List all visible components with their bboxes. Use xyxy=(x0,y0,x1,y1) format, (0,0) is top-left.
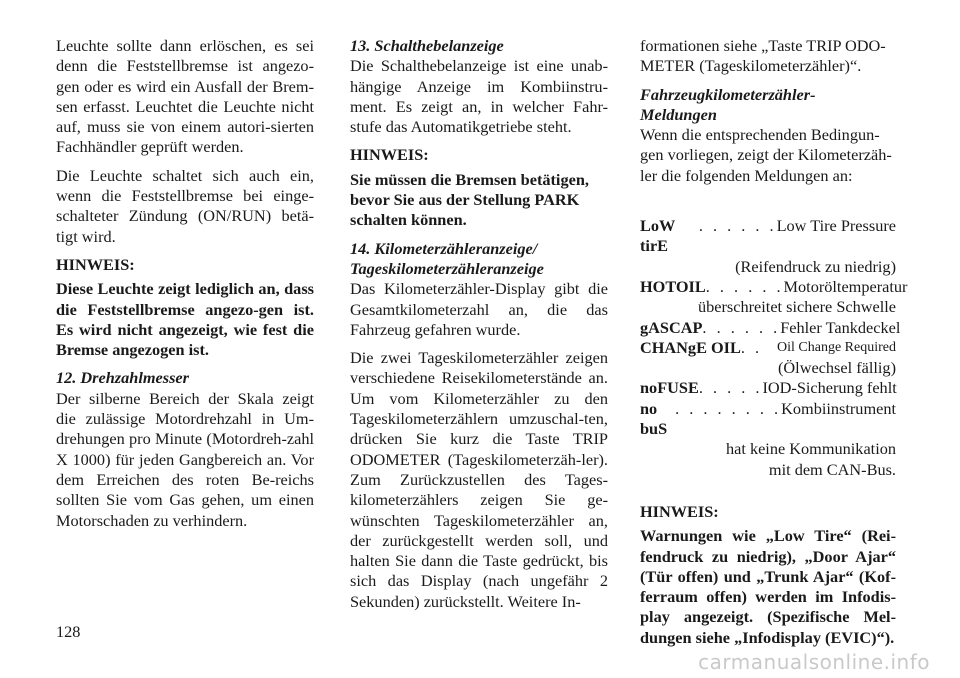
message-dots: . . xyxy=(740,337,763,357)
message-item xyxy=(640,378,896,398)
message-description-continued: hat keine Kommunikation xyxy=(725,439,896,459)
message-code: CHANgE OIL xyxy=(640,337,741,357)
message-item xyxy=(640,399,896,480)
watermark: carmanualsonline.info xyxy=(698,650,930,674)
message-item xyxy=(640,216,896,277)
trip-odometer-paragraph: Die zwei Tageskilometerzähler zeigen verschiedene Reisekilometerstände an. Um vom Kilometerzähler zu den Tageskilometerzählern umzuschal-ten, drücken Sie kurz die Taste TRIP ODOMETER (Tageskilometerzäh-ler). Zum Zurückzustellen des Tages-kilometerzählers zeigen Sie ge-wünschten Tageskilometerzähler an, der zurückgestellt werden soll, und halten Sie dann die Taste gedrückt, bis sich das Display (nach ungefähr 2 Sekunden) zurückstellt. Weitere In- xyxy=(350,348,608,611)
message-dots: . . . . . . xyxy=(705,276,784,296)
section-heading-gear-indicator: 13. Schalthebelanzeige xyxy=(350,36,504,55)
brake-light-paragraph: Leuchte sollte dann erlöschen, es sei denn die Feststellbremse ist angezo-gen oder es wird ein Ausfall der Brem-sen erfasst. Leuchtet die Leuchte nicht auf, muss sie von einem autori-sierten Fachhändler geprüft werden. xyxy=(56,36,314,157)
message-description: Low Tire Pressure xyxy=(776,216,896,236)
tachometer-paragraph: Der silberne Bereich der Skala zeigt die zulässige Motordrehzahl in Um-drehungen pro Minute (Motordreh-zahl X 1000) für jeden Gangbereich an. Vor dem Erreichen des roten Be-reichs sollten Sie vom Gas gehen, um einen Motorschaden zu verhindern. xyxy=(56,388,314,530)
continued-paragraph: formationen siehe „Taste TRIP ODO-METER (Tageskilometerzähler)“. xyxy=(640,36,886,76)
note-text: Warnungen wie „Low Tire“ (Rei-fendruck zu niedrig), „Door Ajar“ (Tür offen) und „Trunk Ajar“ (Kof-ferraum offen) werden im Infodis-play angezeigt. (Spezifische Mel-dungen siehe „Infodisplay (EVIC)“). xyxy=(640,526,896,647)
right-column xyxy=(640,36,908,656)
message-item xyxy=(640,338,896,379)
message-code: noFUSE xyxy=(640,378,699,398)
message-item xyxy=(640,276,908,318)
message-code: no buS xyxy=(640,398,668,439)
message-description: Motoröltemperatur xyxy=(783,276,908,296)
note-text: Diese Leuchte zeigt lediglich an, dass die Feststellbremse angezo-gen ist. Es wird nicht angezeigt, wie fest die Bremse angezogen ist. xyxy=(56,279,314,360)
messages-intro-paragraph: Wenn die entsprechenden Bedingun-gen vorliegen, zeigt der Kilometerzäh-ler die folgenden Meldungen an: xyxy=(640,125,892,185)
middle-column xyxy=(350,36,608,620)
section-heading-odometer-line1: 14. Kilometerzähleranzeige/ xyxy=(350,238,538,258)
message-description-continued: (Ölwechsel fällig) xyxy=(778,358,896,378)
message-item xyxy=(640,317,901,338)
odometer-paragraph: Das Kilometerzähler-Display gibt die Gesamtkilometerzahl an, die das Fahrzeug gefahren wurde. xyxy=(350,279,608,339)
message-code: LoW tirE xyxy=(640,216,675,256)
message-description: IOD-Sicherung fehlt xyxy=(762,378,897,398)
parking-brake-paragraph: Die Leuchte schaltet sich auch ein, wenn die Feststellbremse bei einge-schalteter Zündung (ON/RUN) betä-tigt wird. xyxy=(56,165,314,246)
message-code: gASCAP xyxy=(640,317,703,337)
note-label: HINWEIS: xyxy=(56,254,135,274)
message-description: Kombiinstrument xyxy=(781,398,896,418)
left-column xyxy=(56,36,314,539)
section-heading-odometer-messages xyxy=(640,85,896,126)
section-heading-messages-line2: Meldungen xyxy=(640,104,717,124)
message-dots: . . . . . . xyxy=(702,317,781,337)
message-dots: . . . . . xyxy=(698,378,763,398)
page-number: 128 xyxy=(56,622,81,641)
odometer-message-list xyxy=(640,216,908,480)
message-description: Oil Change Required xyxy=(777,339,896,355)
note-label: HINWEIS: xyxy=(350,145,429,165)
message-description: Fehler Tankdeckel xyxy=(780,317,901,337)
message-code: HOTOIL xyxy=(640,276,706,296)
message-dots: . . . . . . xyxy=(698,216,777,236)
note-text: Sie müssen die Bremsen betätigen, bevor Sie aus der Stellung PARK schalten können. xyxy=(350,169,589,230)
section-heading-messages-line1: Fahrzeugkilometerzähler- xyxy=(640,84,816,104)
section-heading-odometer-line2: Tageskilometerzähleranzeige xyxy=(350,258,544,278)
note-label: HINWEIS: xyxy=(640,501,719,521)
message-description-continued: mit dem CAN-Bus. xyxy=(768,459,896,479)
section-heading-odometer xyxy=(350,239,608,280)
message-description-continued: (Reifendruck zu niedrig) xyxy=(735,256,896,276)
message-dots: . . . . . . . . xyxy=(675,398,782,418)
gear-indicator-paragraph: Die Schalthebelanzeige ist eine unab-hängige Anzeige im Kombiinstru-ment. Es zeigt an, in welcher Fahr-stufe das Automatikgetriebe steht. xyxy=(350,56,608,137)
message-description-continued: überschreitet sichere Schwelle xyxy=(698,297,896,317)
section-heading-tachometer: 12. Drehzahlmesser xyxy=(56,368,189,388)
